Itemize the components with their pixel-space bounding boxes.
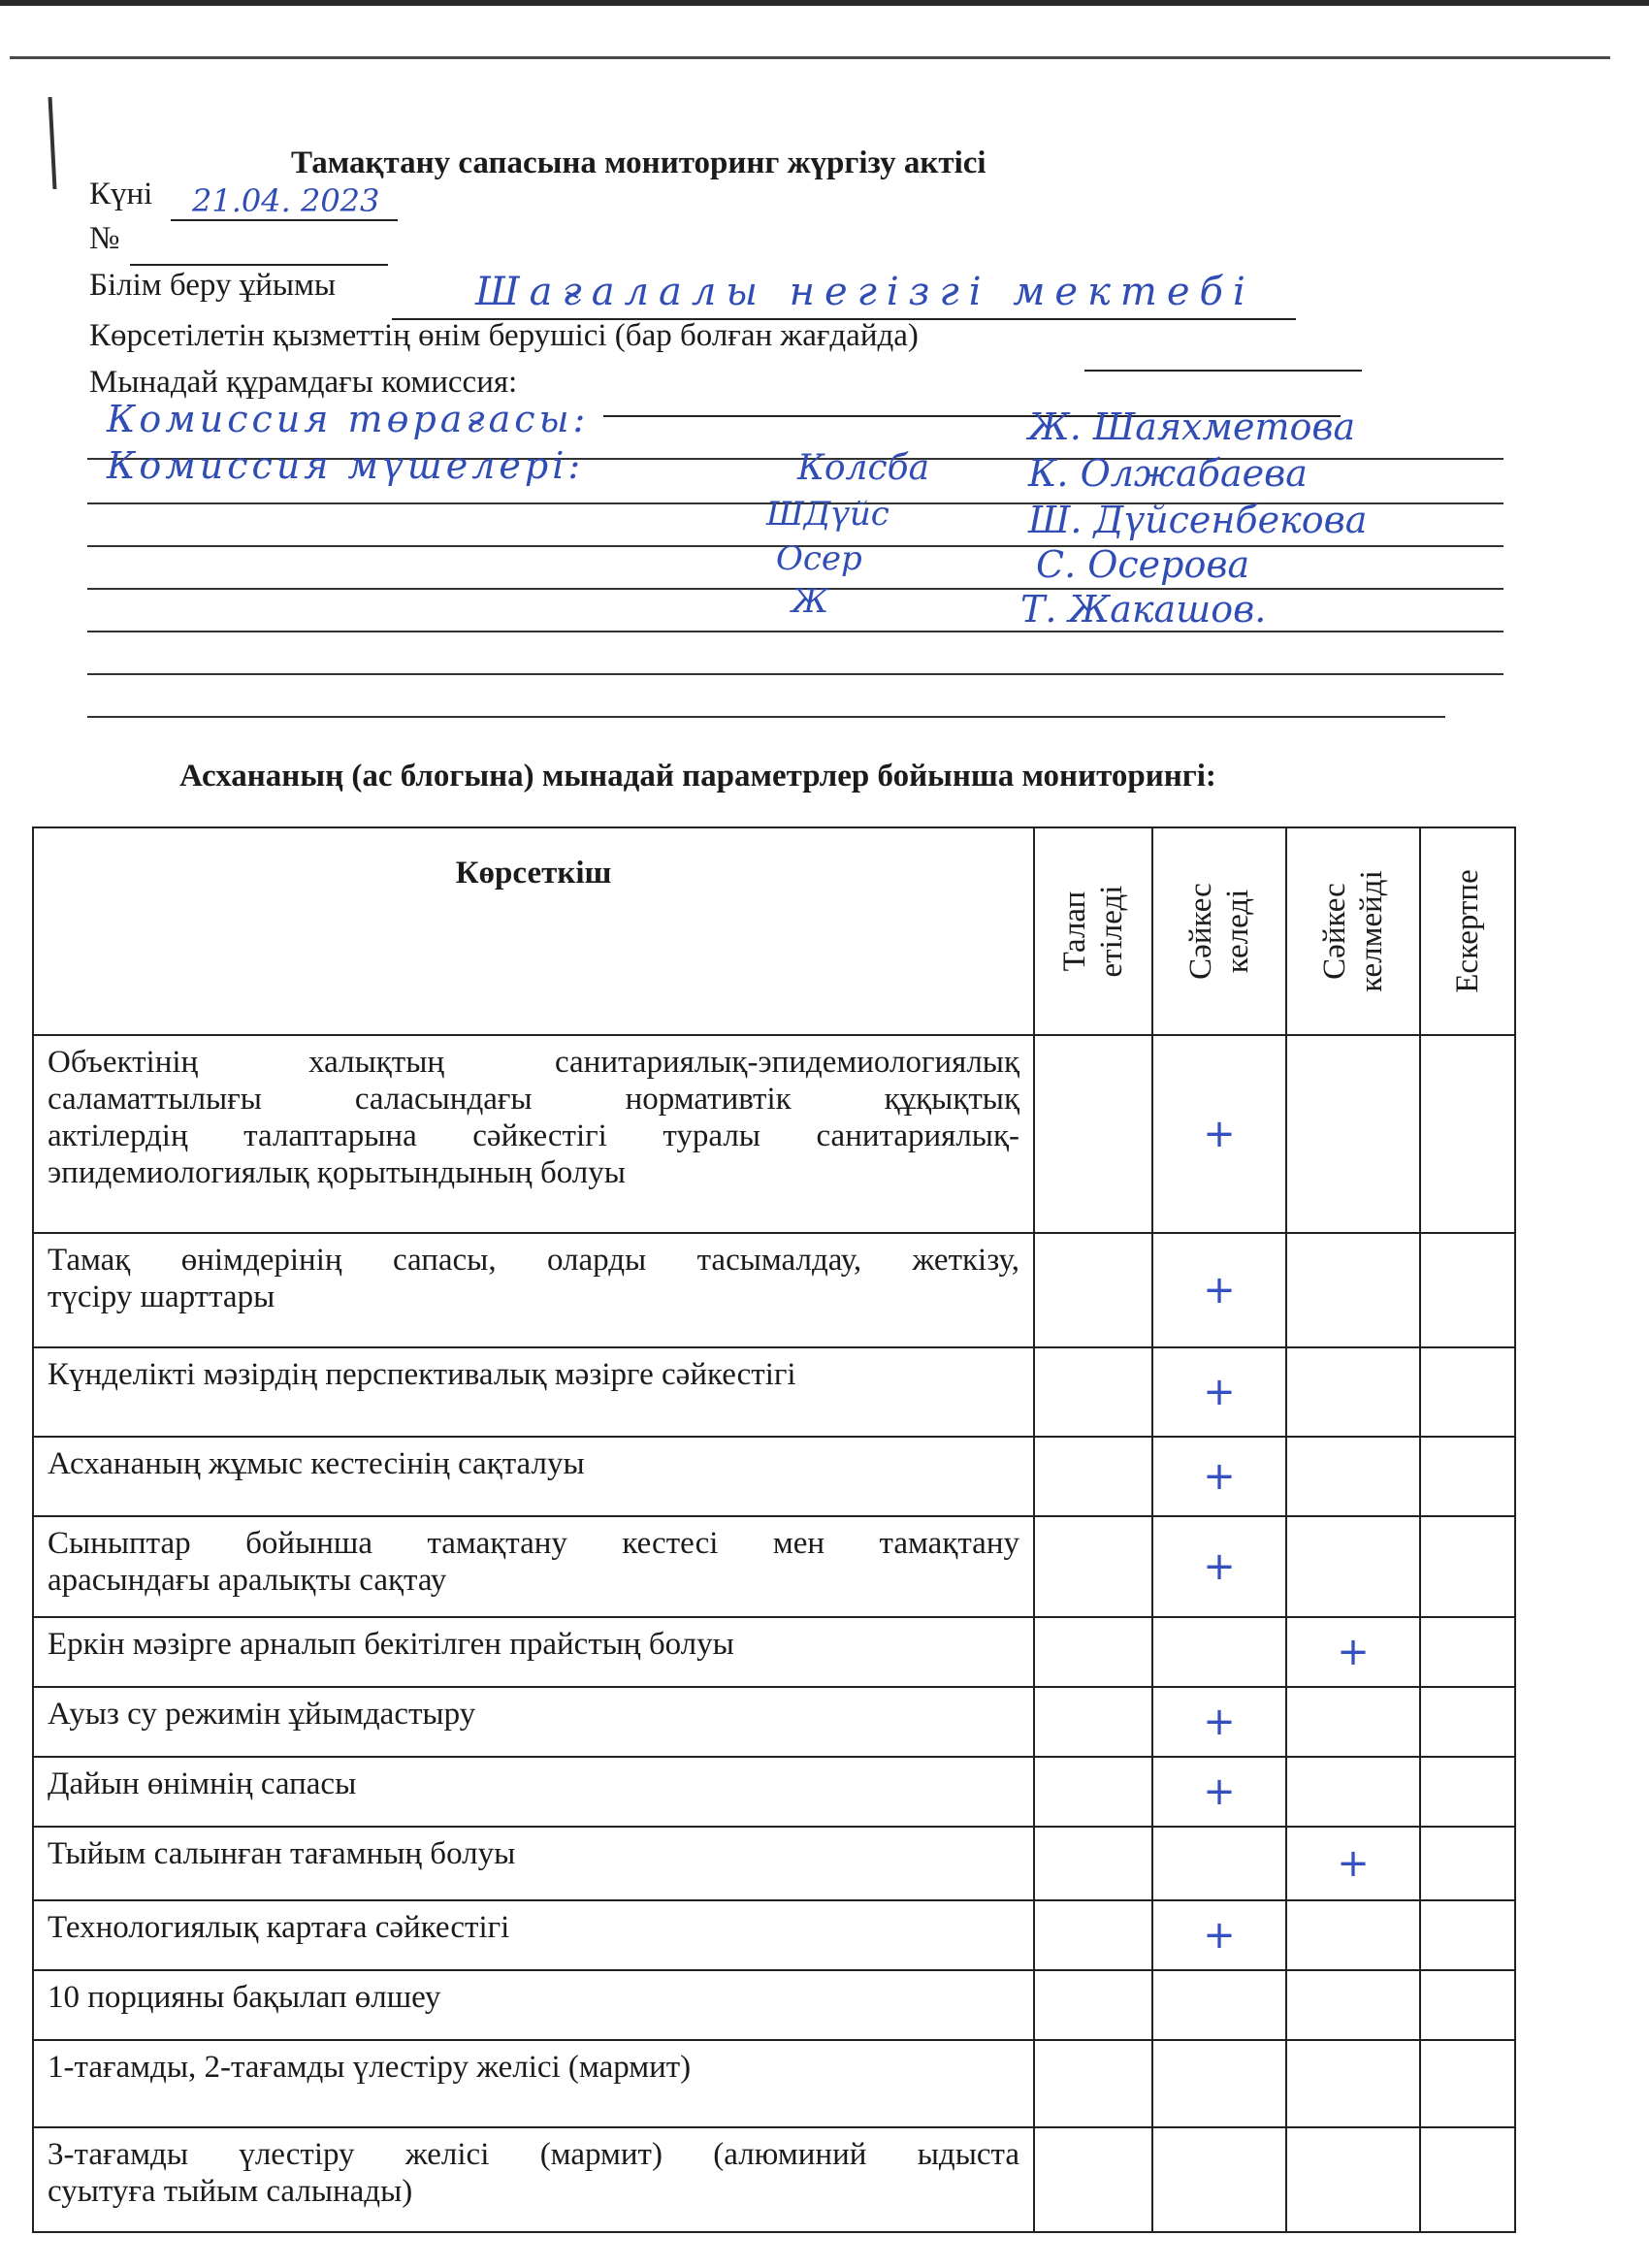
indicator-text: Сыныптар бойынша тамақтану кестесі мен тамақтану	[48, 1526, 1019, 1561]
table-row	[33, 1035, 1515, 1233]
scan-mark	[48, 97, 57, 189]
indicator-cell	[33, 1757, 1034, 1827]
table-row	[33, 1233, 1515, 1347]
table-row	[33, 1827, 1515, 1900]
mark-cell-complies[interactable]	[1152, 1970, 1286, 2040]
mark-cell-notcomplies[interactable]	[1286, 1516, 1420, 1617]
mark-cell-complies[interactable]	[1152, 1757, 1286, 1827]
member-name: Т. Жакашов.	[1020, 588, 1267, 631]
indicator-text: 10 порцияны бақылап өлшеу	[48, 1980, 441, 2015]
indicator-cell	[33, 1900, 1034, 1970]
commission-chair-label: Комиссия төрағасы:	[107, 398, 590, 440]
section-subtitle: Асхананың (ас блогына) мынадай параметрлер бойынша мониторингі:	[179, 759, 1216, 794]
indicator-text: Ауыз су режимін ұйымдастыру	[48, 1697, 476, 1732]
commission-label: Мынадай құрамдағы комиссия:	[89, 365, 518, 400]
table-row	[33, 2127, 1515, 2232]
indicator-cell	[33, 1516, 1034, 1617]
table-row	[33, 1970, 1515, 2040]
mark-cell-note[interactable]	[1420, 1757, 1515, 1827]
scan-border-line	[10, 56, 1610, 59]
number-field[interactable]	[130, 229, 388, 266]
indicator-text: Объектінің халықтың санитариялық-эпидемиологиялық	[48, 1045, 1019, 1080]
mark-cell-notcomplies[interactable]	[1286, 1233, 1420, 1347]
mark-cell-required[interactable]	[1034, 1347, 1152, 1437]
member-signature: Осер	[776, 539, 862, 578]
indicator-text: Тамақ өнімдерінің сапасы, оларды тасымалдау, жеткізу,	[48, 1243, 1019, 1278]
mark-cell-note[interactable]	[1420, 1437, 1515, 1516]
mark-cell-notcomplies[interactable]	[1286, 1757, 1420, 1827]
indicator-text: Еркін мәзірге арналып бекітілген прайстың болуы	[48, 1627, 734, 1662]
indicator-cell	[33, 1035, 1034, 1233]
header-complies	[1152, 827, 1286, 1035]
indicator-text: 3-тағамды үлестіру желісі (мармит) (алюминий ыдыста	[48, 2137, 1019, 2172]
mark-cell-notcomplies[interactable]	[1286, 1970, 1420, 2040]
mark-cell-complies[interactable]	[1152, 1233, 1286, 1347]
mark-cell-required[interactable]	[1034, 1035, 1152, 1233]
indicator-text: түсіру шарттары	[48, 1280, 275, 1314]
mark-cell-required[interactable]	[1034, 1617, 1152, 1687]
mark-cell-note[interactable]	[1420, 1516, 1515, 1617]
mark-cell-notcomplies[interactable]	[1286, 1900, 1420, 1970]
mark-cell-required[interactable]	[1034, 2040, 1152, 2127]
header-not-complies	[1286, 827, 1420, 1035]
date-value: 21.04. 2023	[192, 182, 380, 219]
signature-line	[87, 716, 1445, 718]
mark-cell-required[interactable]	[1034, 1516, 1152, 1617]
header-not-complies-line2: келмейді	[1354, 870, 1389, 992]
plus-mark-icon: +	[1337, 1630, 1370, 1674]
indicator-cell	[33, 1617, 1034, 1687]
monitoring-table	[32, 826, 1516, 2233]
table-row	[33, 1757, 1515, 1827]
mark-cell-complies[interactable]	[1152, 1035, 1286, 1233]
indicator-text: Асхананың жұмыс кестесінің сақталуы	[48, 1446, 585, 1481]
mark-cell-required[interactable]	[1034, 1437, 1152, 1516]
mark-cell-complies[interactable]	[1152, 1347, 1286, 1437]
indicator-text: актілердің талаптарына сәйкестігі туралы санитариялық-	[48, 1118, 1019, 1153]
indicator-text: Тыйым салынған тағамның болуы	[48, 1836, 516, 1871]
plus-mark-icon: +	[1337, 1841, 1370, 1886]
signature-line	[87, 673, 1504, 675]
mark-cell-complies[interactable]	[1152, 1437, 1286, 1516]
table-row	[33, 1617, 1515, 1687]
mark-cell-complies[interactable]	[1152, 1516, 1286, 1617]
member-name: С. Осерова	[1036, 543, 1250, 586]
mark-cell-notcomplies[interactable]	[1286, 1437, 1420, 1516]
organization-value: Шағалалы негізгі мектебі	[475, 270, 1255, 314]
document-title: Тамақтану сапасына мониторинг жүргізу актісі	[291, 146, 986, 180]
mark-cell-required[interactable]	[1034, 1827, 1152, 1900]
plus-mark-icon: +	[1203, 1454, 1236, 1499]
mark-cell-notcomplies[interactable]	[1286, 1617, 1420, 1687]
mark-cell-required[interactable]	[1034, 1233, 1152, 1347]
indicator-cell	[33, 1437, 1034, 1516]
plus-mark-icon: +	[1203, 1370, 1236, 1414]
header-required-line2: етіледі	[1094, 885, 1129, 978]
plus-mark-icon: +	[1203, 1700, 1236, 1744]
plus-mark-icon: +	[1203, 1769, 1236, 1814]
mark-cell-complies[interactable]	[1152, 2040, 1286, 2127]
member-signature: Ж	[792, 582, 829, 621]
mark-cell-note[interactable]	[1420, 1970, 1515, 2040]
commission-chair-name: Ж. Шаяхметова	[1028, 405, 1356, 448]
mark-cell-complies[interactable]	[1152, 2127, 1286, 2232]
mark-cell-notcomplies[interactable]	[1286, 1347, 1420, 1437]
indicator-text: эпидемиологиялық қорытындының болуы	[48, 1155, 626, 1190]
indicator-text: 1-тағамды, 2-тағамды үлестіру желісі (мармит)	[48, 2050, 692, 2085]
mark-cell-required[interactable]	[1034, 1757, 1152, 1827]
supplier-label: Көрсетілетін қызметтің өнім берушісі (бар болған жағдайда)	[89, 318, 919, 353]
member-name: Ш. Дүйсенбекова	[1028, 499, 1368, 541]
number-label: №	[89, 221, 120, 256]
mark-cell-note[interactable]	[1420, 1347, 1515, 1437]
member-name: К. Олжабаева	[1028, 452, 1308, 495]
table-row	[33, 1516, 1515, 1617]
indicator-cell	[33, 2040, 1034, 2127]
header-complies-line2: келеді	[1220, 889, 1255, 974]
table-header-row	[33, 827, 1515, 1035]
mark-cell-note[interactable]	[1420, 1827, 1515, 1900]
mark-cell-note[interactable]	[1420, 1617, 1515, 1687]
indicator-text: саламаттылығы саласындағы нормативтік құқықтық	[48, 1082, 1019, 1117]
header-not-complies-line1: Сәйкес	[1317, 883, 1352, 980]
table-row	[33, 1687, 1515, 1757]
indicator-text: Дайын өнімнің сапасы	[48, 1766, 357, 1801]
header-required	[1034, 827, 1152, 1035]
mark-cell-note[interactable]	[1420, 1687, 1515, 1757]
scan-edge	[0, 0, 1649, 6]
indicator-cell	[33, 1827, 1034, 1900]
indicator-cell	[33, 1233, 1034, 1347]
indicator-cell	[33, 1347, 1034, 1437]
organization-label: Білім беру ұйымы	[89, 268, 337, 303]
mark-cell-notcomplies[interactable]	[1286, 1827, 1420, 1900]
indicator-text: Күнделікті мәзірдің перспективалық мәзірге сәйкестігі	[48, 1357, 796, 1392]
mark-cell-complies[interactable]	[1152, 1900, 1286, 1970]
supplier-field[interactable]	[1084, 335, 1362, 372]
indicator-text: суытуға тыйым салынады)	[48, 2174, 413, 2209]
indicator-text: Технологиялық картаға сәйкестігі	[48, 1910, 510, 1945]
indicator-text: арасындағы аралықты сақтау	[48, 1563, 447, 1598]
header-note	[1420, 827, 1515, 1035]
plus-mark-icon: +	[1203, 1544, 1236, 1589]
date-label: Күні	[89, 177, 153, 211]
table-row	[33, 1900, 1515, 1970]
member-signature: Колсба	[797, 448, 930, 488]
header-indicator: Көрсеткіш	[33, 827, 1034, 1035]
mark-cell-notcomplies[interactable]	[1286, 1035, 1420, 1233]
plus-mark-icon: +	[1203, 1268, 1236, 1312]
mark-cell-required[interactable]	[1034, 1970, 1152, 2040]
header-note-text: Ескертпе	[1450, 869, 1485, 993]
mark-cell-note[interactable]	[1420, 1035, 1515, 1233]
header-required-line1: Талап	[1057, 891, 1092, 972]
plus-mark-icon: +	[1203, 1913, 1236, 1958]
mark-cell-required[interactable]	[1034, 1687, 1152, 1757]
table-row	[33, 1347, 1515, 1437]
plus-mark-icon: +	[1203, 1112, 1236, 1156]
mark-cell-notcomplies[interactable]	[1286, 2040, 1420, 2127]
table-row	[33, 1437, 1515, 1516]
signature-line	[87, 631, 1504, 632]
indicator-cell	[33, 2127, 1034, 2232]
commission-members-label: Комиссия мүшелері:	[107, 444, 585, 487]
indicator-cell	[33, 1687, 1034, 1757]
mark-cell-note[interactable]	[1420, 2127, 1515, 2232]
mark-cell-note[interactable]	[1420, 1233, 1515, 1347]
mark-cell-notcomplies[interactable]	[1286, 1687, 1420, 1757]
mark-cell-complies[interactable]	[1152, 1617, 1286, 1687]
member-signature: ШДүйс	[766, 495, 889, 534]
header-complies-line1: Сәйкес	[1183, 883, 1218, 980]
mark-cell-note[interactable]	[1420, 1900, 1515, 1970]
indicator-cell	[33, 1970, 1034, 2040]
mark-cell-complies[interactable]	[1152, 1687, 1286, 1757]
mark-cell-complies[interactable]	[1152, 1827, 1286, 1900]
mark-cell-required[interactable]	[1034, 1900, 1152, 1970]
table-row	[33, 2040, 1515, 2127]
mark-cell-notcomplies[interactable]	[1286, 2127, 1420, 2232]
mark-cell-required[interactable]	[1034, 2127, 1152, 2232]
mark-cell-note[interactable]	[1420, 2040, 1515, 2127]
